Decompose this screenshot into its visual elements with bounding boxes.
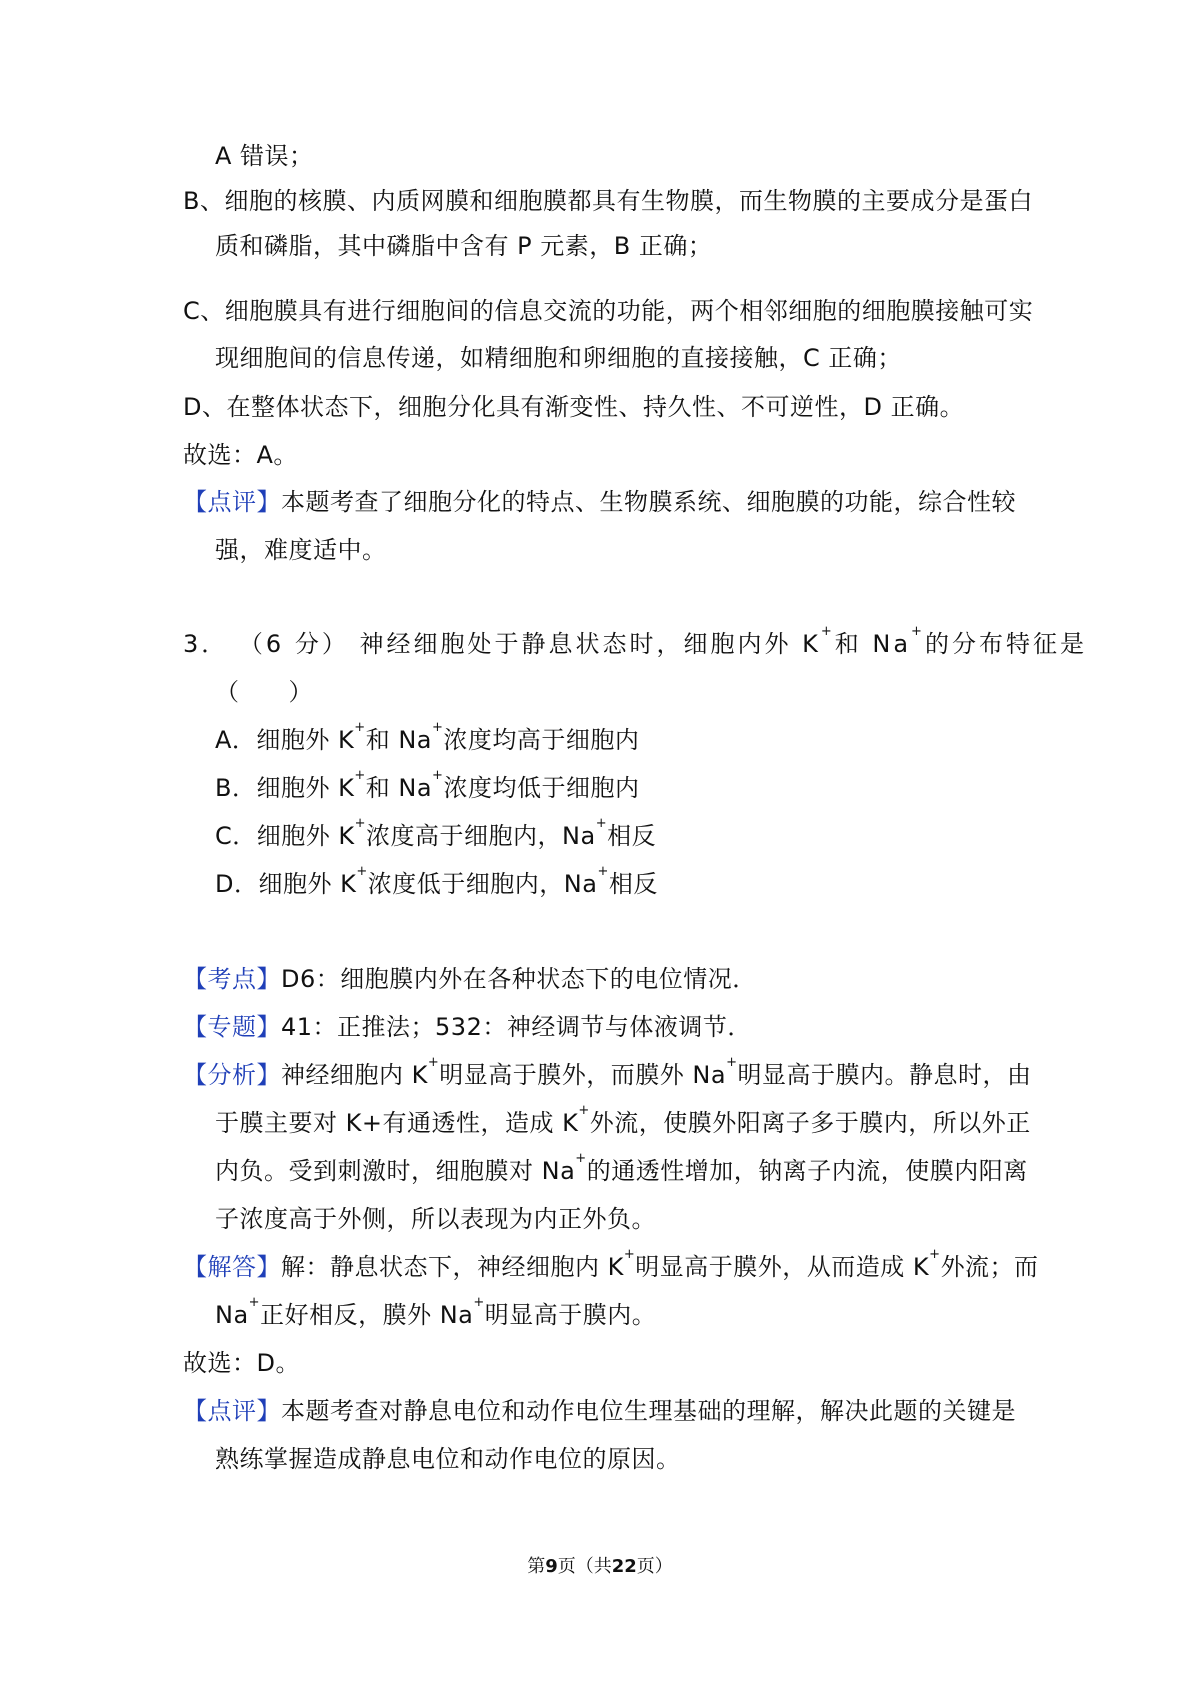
- option-b: B．细胞外 K+和 Na+浓度均低于细胞内: [215, 768, 640, 802]
- answer-c-line1: C、细胞膜具有进行细胞间的信息交流的功能，两个相邻细胞的细胞膜接触可实: [183, 297, 1034, 325]
- comment-q3-tag: 【点评】: [183, 1397, 281, 1425]
- jieda-tag: 【解答】: [183, 1253, 281, 1281]
- comment-tag: 【点评】: [183, 488, 281, 516]
- zhuanti-tag: 【专题】: [183, 1013, 281, 1041]
- comment-line2: 强，难度适中。: [215, 536, 387, 564]
- option-a: A．细胞外 K+和 Na+浓度均高于细胞内: [215, 720, 640, 754]
- page-footer: 第9页（共22页）: [527, 1556, 673, 1577]
- option-d: D．细胞外 K+浓度低于细胞内，Na+相反: [215, 864, 658, 898]
- question-3-paren: （ ）: [215, 678, 313, 706]
- answer-choice-q3: 故选：D。: [183, 1349, 300, 1377]
- fenxi-line2: 于膜主要对 K+有通透性，造成 K+外流，使膜外阳离子多于膜内，所以外正: [215, 1103, 1031, 1137]
- answer-d-line: D、在整体状态下，细胞分化具有渐变性、持久性、不可逆性，D 正确。: [183, 393, 965, 421]
- zhuanti-line: 【专题】41：正推法；532：神经调节与体液调节．: [183, 1013, 752, 1041]
- answer-b-line2: 质和磷脂，其中磷脂中含有 P 元素，B 正确；: [215, 232, 713, 260]
- fenxi-line4: 子浓度高于外侧，所以表现为内正外负。: [215, 1205, 656, 1233]
- comment-line1: 【点评】本题考查了细胞分化的特点、生物膜系统、细胞膜的功能，综合性较: [183, 488, 1016, 516]
- answer-c-line2: 现细胞间的信息传递，如精细胞和卵细胞的直接接触，C 正确；: [215, 344, 902, 372]
- jieda-line1: 【解答】解：静息状态下，神经细胞内 K+明显高于膜外，从而造成 K+外流；而: [183, 1247, 1039, 1281]
- kaodian-tag: 【考点】: [183, 965, 281, 993]
- fenxi-tag: 【分析】: [183, 1061, 281, 1089]
- jieda-line2: Na+正好相反，膜外 Na+明显高于膜内。: [215, 1295, 657, 1329]
- answer-b-line1: B、细胞的核膜、内质网膜和细胞膜都具有生物膜，而生物膜的主要成分是蛋白: [183, 187, 1033, 215]
- fenxi-line1: 【分析】神经细胞内 K+明显高于膜外，而膜外 Na+明显高于膜内。静息时，由: [183, 1055, 1032, 1089]
- question-3-stem: 3． （6 分） 神经细胞处于静息状态时，细胞内外 K+和 Na+的分布特征是: [183, 624, 1087, 658]
- page-number: 9: [545, 1556, 558, 1577]
- kaodian-line: 【考点】D6：细胞膜内外在各种状态下的电位情况．: [183, 965, 757, 993]
- answer-choice: 故选：A。: [183, 441, 298, 469]
- page-total: 22: [611, 1556, 637, 1577]
- comment-q3-line1: 【点评】本题考查对静息电位和动作电位生理基础的理解，解决此题的关键是: [183, 1397, 1016, 1425]
- option-c: C．细胞外 K+浓度高于细胞内，Na+相反: [215, 816, 657, 850]
- fenxi-line3: 内负。受到刺激时，细胞膜对 Na+的通透性增加，钠离子内流，使膜内阳离: [215, 1151, 1028, 1185]
- comment-q3-line2: 熟练掌握造成静息电位和动作电位的原因。: [215, 1445, 681, 1473]
- answer-a-tail: A 错误；: [215, 142, 314, 170]
